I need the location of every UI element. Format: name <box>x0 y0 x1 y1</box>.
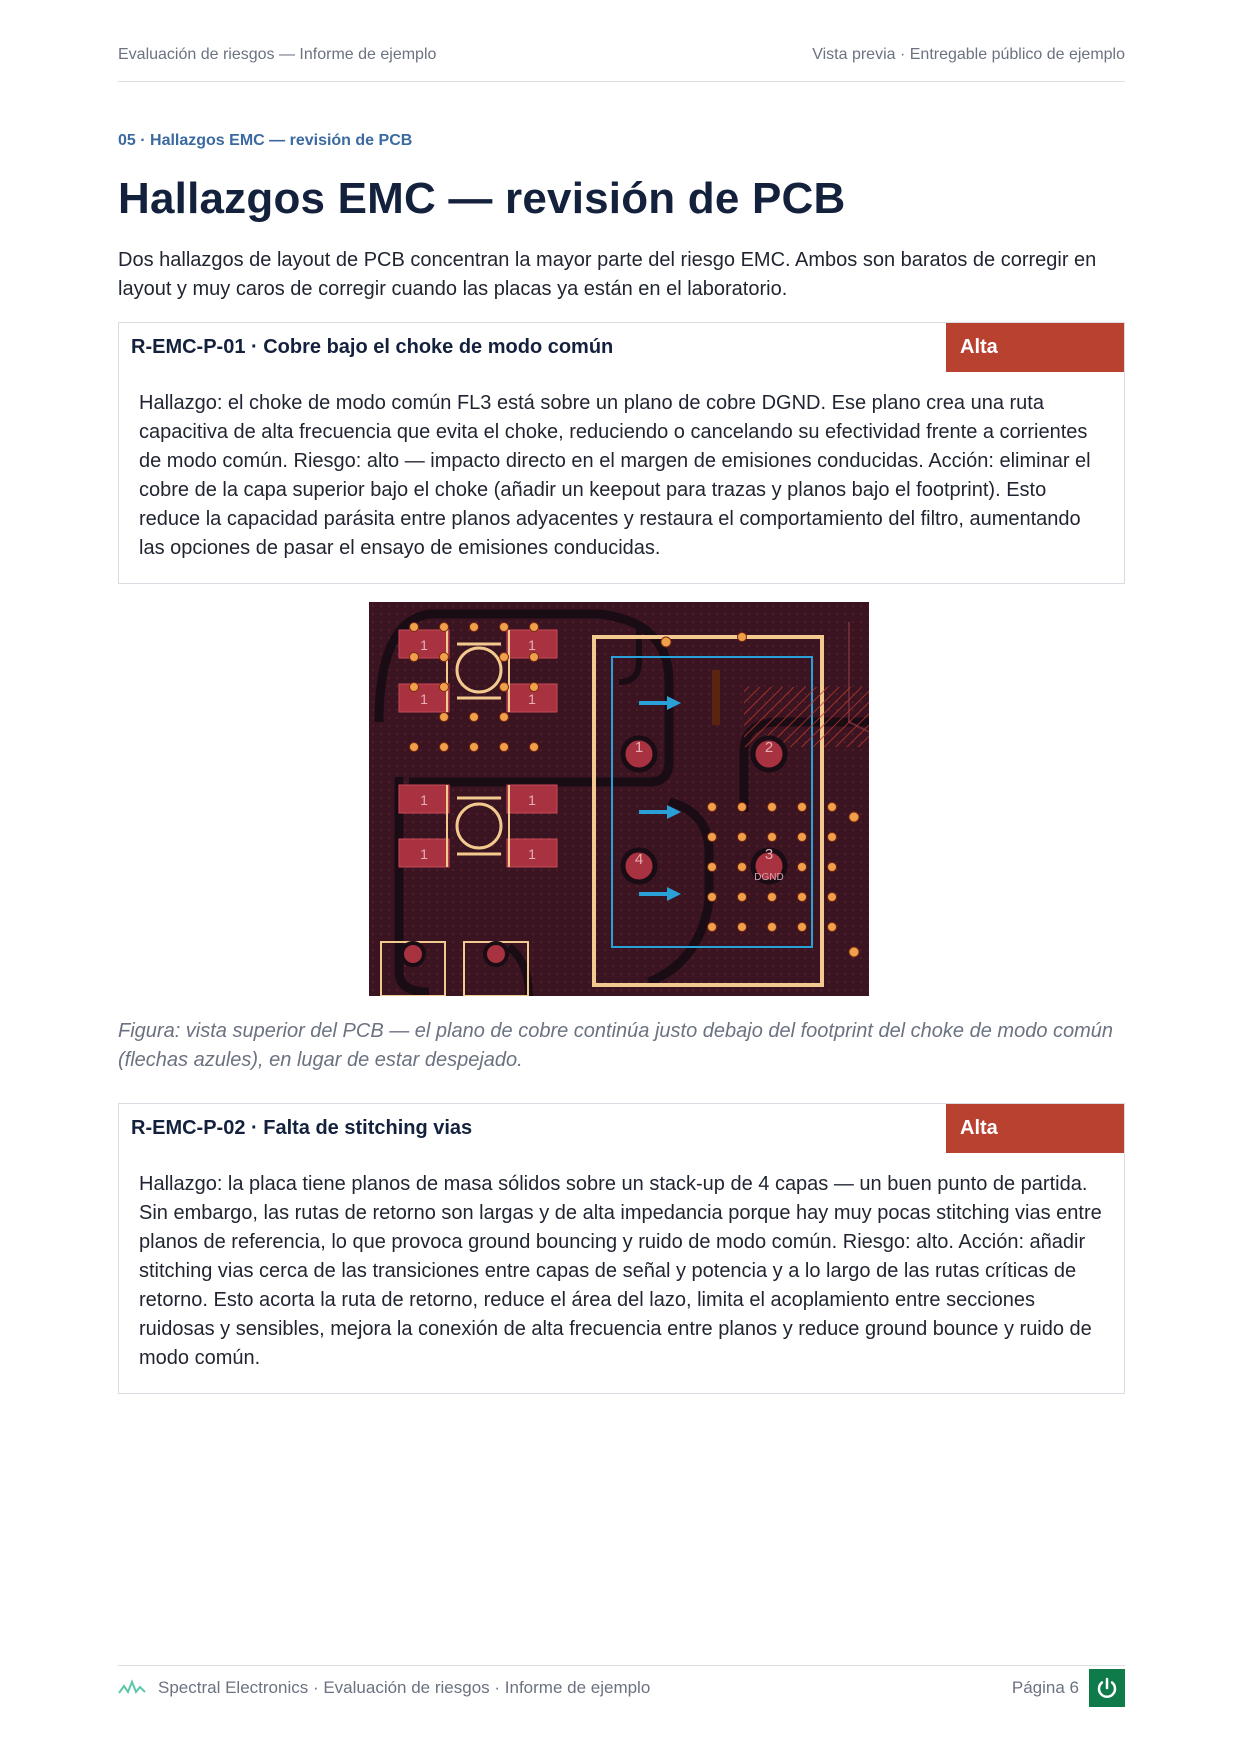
pad-label: 1 <box>420 792 428 808</box>
page-footer <box>118 1668 1125 1708</box>
finding-body: Hallazgo: la placa tiene planos de masa sólidos sobre un stack-up de 4 capas — un buen punto de partida. Sin embargo, las rutas de retorno son largas y de alta impedancia porque hay muy pocas stitching vias entre planos de referencia, lo que provoca ground bouncing y ruido de modo común. Riesgo: alto. Acción: añadir stitching vias cerca de las transiciones entre capas de señal y potencia y a lo largo de las rutas críticas de retorno. Esto acorta la ruta de retorno, reduce el área del lazo, limita el acoplamiento entre secciones ruidosas y sensibles, mejora la conexión de alta frecuencia entre planos y reduce ground bounce y ruido de modo común. <box>139 1173 1102 1369</box>
spectral-logo-icon <box>118 1678 146 1698</box>
header-right-text: Vista previa · Entregable público de ejemplo <box>812 46 1125 63</box>
header-divider <box>118 81 1125 82</box>
pad-label: 1 <box>420 637 428 653</box>
footer-divider <box>118 1665 1125 1666</box>
finding-body: Hallazgo: el choke de modo común FL3 está sobre un plano de cobre DGND. Ese plano crea una ruta capacitiva de alta frecuencia que evita el choke, reduciendo o cancelando su efectividad frente a corrientes de modo común. Riesgo: alto — impacto directo en el margen de emisiones conducidas. Acción: eliminar el cobre de la capa superior bajo el choke (añadir un keepout para trazas y planos bajo el footprint). Esto reduce la capacidad parásita entre planos adyacentes y restaura el comportamiento del filtro, aumentando las opciones de pasar el ensayo de emisiones conducidas. <box>139 392 1091 559</box>
pin-label: 1 <box>634 739 644 756</box>
pad-label: 1 <box>528 792 536 808</box>
figure-caption: Figura: vista superior del PCB — el plano de cobre continúa justo debajo del footprint del choke de modo común (flechas azules), en lugar de estar despejado. <box>118 1020 1114 1071</box>
intro-paragraph: Dos hallazgos de layout de PCB concentran la mayor parte del riesgo EMC. Ambos son baratos de corregir en layout y muy caros de corregir cuando las placas ya están en el laboratorio. <box>118 249 1097 300</box>
pin-label: 4 <box>634 851 644 868</box>
page-header <box>118 46 1125 64</box>
power-icon <box>1089 1669 1125 1707</box>
pad-label: 1 <box>420 691 428 707</box>
pad-label: 1 <box>528 691 536 707</box>
header-left-text: Evaluación de riesgos — Informe de ejemplo <box>118 46 437 63</box>
pad-label: 1 <box>420 846 428 862</box>
severity-badge: Alta <box>946 1104 1124 1153</box>
footer-text: Spectral Electronics · Evaluación de riesgos · Informe de ejemplo <box>158 1678 651 1697</box>
finding-title: R-EMC-P-02 · Falta de stitching vias <box>131 1117 473 1139</box>
pcb-figure <box>369 602 869 996</box>
finding-card-1 <box>118 322 1125 584</box>
page-number: Página 6 <box>1011 1678 1079 1697</box>
finding-header <box>119 1104 1124 1153</box>
page-title: Hallazgos EMC — revisión de PCB <box>118 174 846 223</box>
pad-label: 1 <box>528 846 536 862</box>
finding-title: R-EMC-P-01 · Cobre bajo el choke de modo común <box>131 336 614 358</box>
section-label: 05 · Hallazgos EMC — revisión de PCB <box>118 132 413 149</box>
finding-header <box>119 323 1124 372</box>
finding-card-2 <box>118 1103 1125 1394</box>
pad-label: 1 <box>528 637 536 653</box>
pin-label: 2 <box>764 739 774 756</box>
severity-badge: Alta <box>946 323 1124 372</box>
pin-label: 3 <box>764 846 774 863</box>
net-label: DGND <box>754 872 784 883</box>
